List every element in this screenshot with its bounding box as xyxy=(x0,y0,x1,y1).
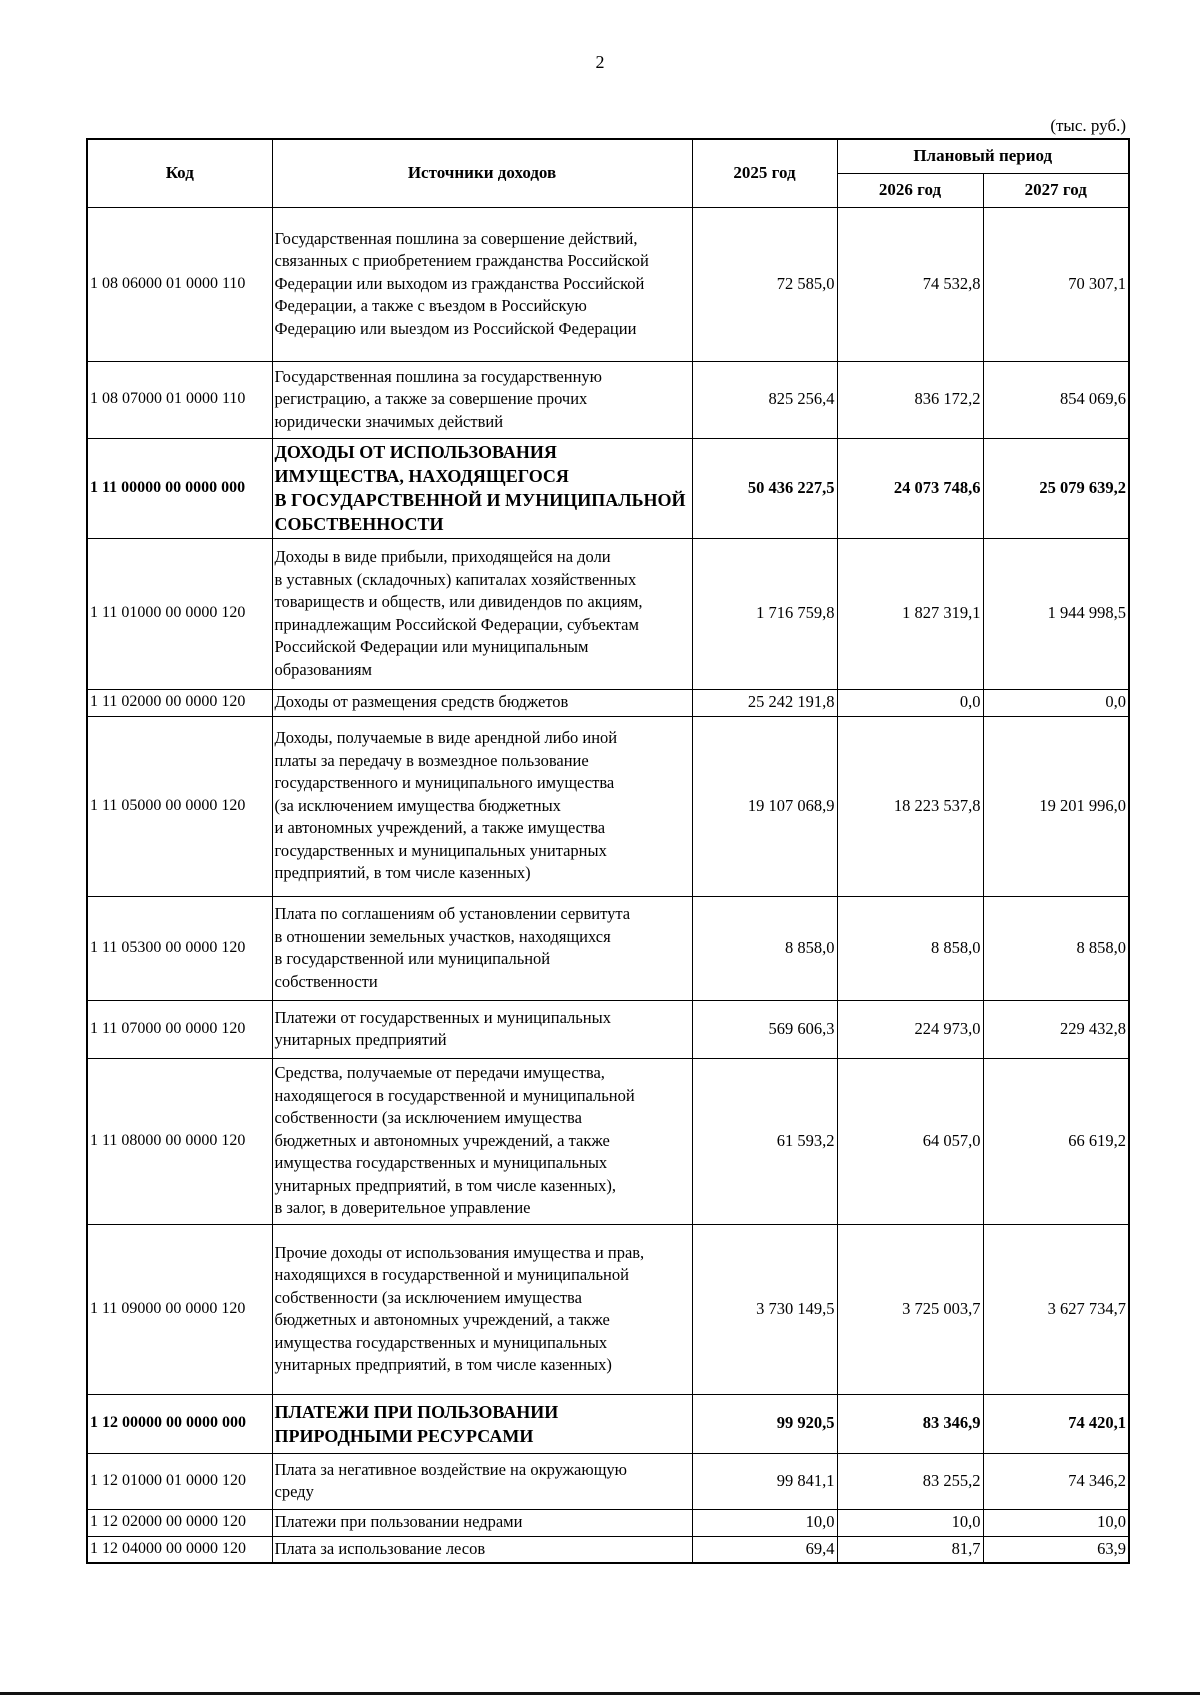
table-row xyxy=(87,1000,1129,1058)
row-value-2025: 1 716 759,8 xyxy=(692,538,837,689)
row-value-2027: 19 201 996,0 xyxy=(983,716,1129,896)
row-source-line: платы за передачу в возмездное пользование xyxy=(274,750,589,770)
row-value-2026: 0,0 xyxy=(837,689,983,716)
row-source-line: ПЛАТЕЖИ ПРИ ПОЛЬЗОВАНИИ xyxy=(274,1401,559,1422)
row-value-2026: 224 973,0 xyxy=(837,1000,983,1058)
row-code: 1 08 07000 01 0000 110 xyxy=(87,361,272,438)
row-value-2025: 50 436 227,5 xyxy=(692,438,837,538)
row-value-2027: 8 858,0 xyxy=(983,896,1129,1000)
row-source-line: ДОХОДЫ ОТ ИСПОЛЬЗОВАНИЯ xyxy=(274,442,557,462)
row-code: 1 11 00000 00 0000 000 xyxy=(87,438,272,538)
header-source: Источники доходов xyxy=(272,139,692,207)
row-value-2027: 229 432,8 xyxy=(983,1000,1129,1058)
row-value-2027: 0,0 xyxy=(983,689,1129,716)
row-source-line: СОБСТВЕННОСТИ xyxy=(274,514,444,534)
row-source-line: собственности xyxy=(274,971,378,991)
row-source-line: Доходы от размещения средств бюджетов xyxy=(274,692,569,712)
row-source-name xyxy=(272,1224,692,1394)
units-label: (тыс. руб.) xyxy=(1050,116,1126,135)
row-source-line: Платежи от государственных и муниципальных xyxy=(274,1007,611,1027)
table-row xyxy=(87,896,1129,1000)
row-source-name xyxy=(272,1000,692,1058)
row-source-line: Федерации, а также с въездом в Российскую xyxy=(274,296,587,316)
header-2026: 2026 год xyxy=(837,173,983,207)
table-row xyxy=(87,207,1129,361)
row-source-line: находящихся в государственной и муниципальной xyxy=(274,1265,629,1284)
row-value-2027: 3 627 734,7 xyxy=(983,1224,1129,1394)
row-source-line: Доходы в виде прибыли, приходящейся на доли xyxy=(274,547,611,566)
row-source-line: государственного и муниципального имущества xyxy=(274,773,615,793)
row-value-2026: 83 255,2 xyxy=(837,1453,983,1509)
row-value-2026: 836 172,2 xyxy=(837,361,983,438)
header-code: Код xyxy=(87,139,272,207)
row-code: 1 12 04000 00 0000 120 xyxy=(87,1536,272,1563)
row-value-2027: 854 069,6 xyxy=(983,361,1129,438)
table-row xyxy=(87,538,1129,689)
row-source-line: в уставных (складочных) капиталах хозяйственных xyxy=(274,569,637,589)
row-value-2025: 99 920,5 xyxy=(692,1394,837,1453)
table-row xyxy=(87,1394,1129,1453)
row-code: 1 11 05000 00 0000 120 xyxy=(87,716,272,896)
row-value-2025: 8 858,0 xyxy=(692,896,837,1000)
row-source-name xyxy=(272,361,692,438)
row-source-line: Государственная пошлина за государственную xyxy=(274,366,602,386)
table-row xyxy=(87,1536,1129,1563)
header-2027: 2027 год xyxy=(983,173,1129,207)
row-value-2026: 74 532,8 xyxy=(837,207,983,361)
row-code: 1 12 01000 01 0000 120 xyxy=(87,1453,272,1509)
row-source-name xyxy=(272,896,692,1000)
row-value-2025: 25 242 191,8 xyxy=(692,689,837,716)
row-source-line: принадлежащим Российской Федерации, субъектам xyxy=(274,614,639,634)
row-source-line: бюджетных и автономных учреждений, а также xyxy=(274,1130,610,1150)
row-source-line: Плата по соглашениям об установлении сервитута xyxy=(274,904,631,923)
row-value-2026: 24 073 748,6 xyxy=(837,438,983,538)
row-source-line: ПРИРОДНЫМИ РЕСУРСАМИ xyxy=(274,1425,534,1446)
row-value-2027: 1 944 998,5 xyxy=(983,538,1129,689)
row-code: 1 11 08000 00 0000 120 xyxy=(87,1058,272,1224)
row-value-2025: 61 593,2 xyxy=(692,1058,837,1224)
row-value-2025: 69,4 xyxy=(692,1536,837,1563)
row-source-name xyxy=(272,207,692,361)
row-source-line: Прочие доходы от использования имущества и прав, xyxy=(274,1242,645,1262)
row-value-2026: 3 725 003,7 xyxy=(837,1224,983,1394)
row-source-name xyxy=(272,1453,692,1509)
row-code: 1 12 00000 00 0000 000 xyxy=(87,1394,272,1453)
row-source-name xyxy=(272,716,692,896)
row-source-line: в залог, в доверительное управление xyxy=(274,1198,531,1218)
row-source-line: товариществ и обществ, или дивидендов по акциям, xyxy=(274,592,643,611)
header-2025: 2025 год xyxy=(692,139,837,207)
row-source-line: среду xyxy=(274,1482,314,1501)
row-value-2025: 825 256,4 xyxy=(692,361,837,438)
row-source-line: в государственной или муниципальной xyxy=(274,949,551,968)
row-source-line: Плата за использование лесов xyxy=(274,1539,486,1558)
row-source-line: имущества государственных и муниципальных xyxy=(274,1332,608,1352)
table-row xyxy=(87,716,1129,896)
row-source-line: и автономных учреждений, а также имущества xyxy=(274,818,606,838)
row-source-line: юридически значимых действий xyxy=(274,411,504,431)
row-source-line: находящегося в государственной и муниципальной xyxy=(274,1085,635,1105)
header-planning-period: Плановый период xyxy=(837,139,1129,173)
row-source-line: связанных с приобретением гражданства Российской xyxy=(274,251,649,271)
row-source-line: В ГОСУДАРСТВЕННОЙ И МУНИЦИПАЛЬНОЙ xyxy=(274,490,686,510)
revenue-table xyxy=(86,138,1130,1564)
table-body xyxy=(87,207,1129,1563)
row-source-line: собственности (за исключением имущества xyxy=(274,1108,582,1128)
row-source-line: предприятий, в том числе казенных) xyxy=(274,863,531,883)
row-code: 1 11 09000 00 0000 120 xyxy=(87,1224,272,1394)
row-source-line: Федерацию или выездом из Российской Федерации xyxy=(274,318,637,338)
row-value-2027: 25 079 639,2 xyxy=(983,438,1129,538)
row-source-line: Федерации или выходом из гражданства Российской xyxy=(274,273,645,293)
row-source-line: Государственная пошлина за совершение действий, xyxy=(274,228,638,248)
row-value-2025: 10,0 xyxy=(692,1509,837,1536)
row-value-2027: 63,9 xyxy=(983,1536,1129,1563)
row-value-2026: 8 858,0 xyxy=(837,896,983,1000)
row-source-line: Российской Федерации или муниципальным xyxy=(274,637,589,656)
row-code: 1 12 02000 00 0000 120 xyxy=(87,1509,272,1536)
table-row xyxy=(87,438,1129,538)
row-value-2026: 81,7 xyxy=(837,1536,983,1563)
row-source-name xyxy=(272,1394,692,1453)
row-source-line: в отношении земельных участков, находящихся xyxy=(274,926,611,946)
row-source-line: унитарных предприятий xyxy=(274,1030,447,1049)
table-row xyxy=(87,361,1129,438)
row-value-2026: 18 223 537,8 xyxy=(837,716,983,896)
row-value-2027: 10,0 xyxy=(983,1509,1129,1536)
row-value-2026: 10,0 xyxy=(837,1509,983,1536)
table-row xyxy=(87,1453,1129,1509)
row-value-2027: 74 420,1 xyxy=(983,1394,1129,1453)
row-source-line: Платежи при пользовании недрами xyxy=(274,1512,523,1532)
row-source-line: образованиям xyxy=(274,659,372,679)
row-source-line: Плата за негативное воздействие на окружающую xyxy=(274,1459,627,1479)
row-source-name xyxy=(272,538,692,689)
row-value-2025: 569 606,3 xyxy=(692,1000,837,1058)
row-value-2026: 64 057,0 xyxy=(837,1058,983,1224)
row-source-line: унитарных предприятий, в том числе казенных) xyxy=(274,1355,612,1374)
row-value-2025: 72 585,0 xyxy=(692,207,837,361)
row-source-name xyxy=(272,1058,692,1224)
row-source-name xyxy=(272,1536,692,1563)
row-source-line: бюджетных и автономных учреждений, а также xyxy=(274,1310,610,1329)
row-value-2025: 99 841,1 xyxy=(692,1453,837,1509)
row-value-2027: 66 619,2 xyxy=(983,1058,1129,1224)
row-source-line: государственных и муниципальных унитарных xyxy=(274,840,607,860)
row-value-2025: 19 107 068,9 xyxy=(692,716,837,896)
row-source-name xyxy=(272,689,692,716)
table-row xyxy=(87,1224,1129,1394)
row-value-2025: 3 730 149,5 xyxy=(692,1224,837,1394)
table-row xyxy=(87,1058,1129,1224)
row-source-line: ИМУЩЕСТВА, НАХОДЯЩЕГОСЯ xyxy=(274,466,569,486)
row-source-line: унитарных предприятий, в том числе казенных), xyxy=(274,1175,616,1195)
row-value-2027: 74 346,2 xyxy=(983,1453,1129,1509)
row-code: 1 11 01000 00 0000 120 xyxy=(87,538,272,689)
row-source-line: имущества государственных и муниципальных xyxy=(274,1153,608,1173)
row-value-2026: 83 346,9 xyxy=(837,1394,983,1453)
row-source-line: Доходы, получаемые в виде арендной либо иной xyxy=(274,728,618,748)
table-row xyxy=(87,1509,1129,1536)
row-source-line: регистрацию, а также за совершение прочих xyxy=(274,389,588,409)
row-source-line: собственности (за исключением имущества xyxy=(274,1287,582,1307)
row-value-2026: 1 827 319,1 xyxy=(837,538,983,689)
row-value-2027: 70 307,1 xyxy=(983,207,1129,361)
row-code: 1 11 02000 00 0000 120 xyxy=(87,689,272,716)
page-number: 2 xyxy=(595,52,605,72)
row-source-name xyxy=(272,1509,692,1536)
row-code: 1 08 06000 01 0000 110 xyxy=(87,207,272,361)
row-source-line: Средства, получаемые от передачи имущества, xyxy=(274,1063,605,1083)
row-code: 1 11 07000 00 0000 120 xyxy=(87,1000,272,1058)
row-source-name xyxy=(272,438,692,538)
row-source-line: (за исключением имущества бюджетных xyxy=(274,795,561,815)
row-code: 1 11 05300 00 0000 120 xyxy=(87,896,272,1000)
table-row xyxy=(87,689,1129,716)
